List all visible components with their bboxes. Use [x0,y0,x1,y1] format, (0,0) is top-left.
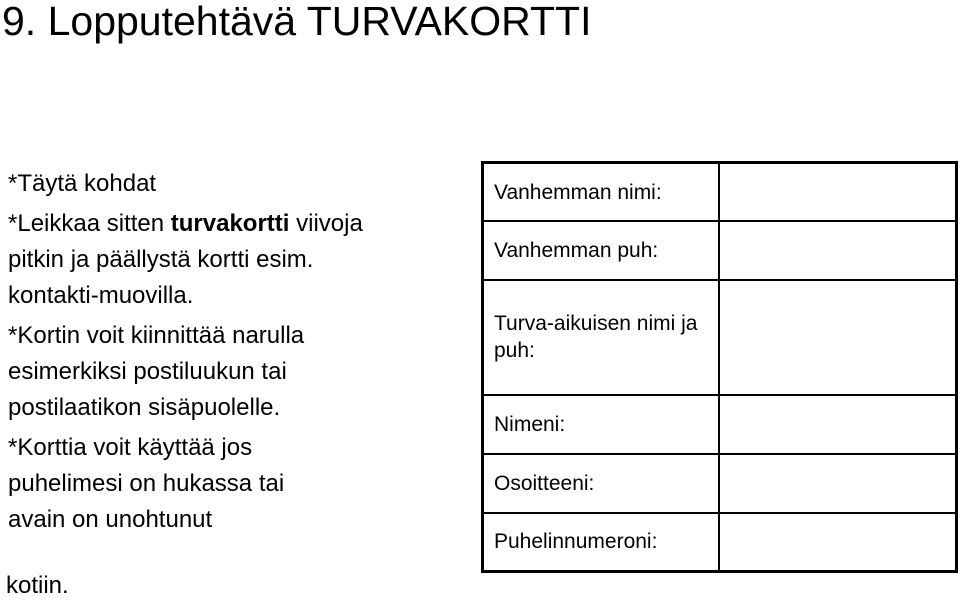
instruction-cut-line1 [8,206,468,242]
instruction-use-line3: avain on unohtunut [8,506,213,533]
card-field-parent-name[interactable] [719,164,955,221]
card-field-safe-adult[interactable] [719,280,955,394]
instruction-fill [8,166,468,202]
instruction-cut-line3: kontakti-muovilla. [8,282,194,309]
card-row [484,454,955,513]
instruction-cut-bold: turvakortti [170,210,290,237]
card-label-my-address: Osoitteeni: [484,454,719,513]
card-row [484,164,955,221]
instruction-use-tail: kotiin. [6,572,69,599]
card-label-my-name: Nimeni: [484,395,719,454]
card-row [484,221,955,280]
card-label-my-phone: Puhelinnumeroni: [484,513,719,570]
card-field-my-address[interactable] [719,454,955,513]
safety-card-table [484,164,955,570]
card-row [484,513,955,570]
instruction-cut-prefix: *Leikkaa sitten [8,210,171,237]
card-field-my-name[interactable] [719,395,955,454]
card-field-my-phone[interactable] [719,513,955,570]
instruction-use [8,430,468,538]
instructions [8,166,468,538]
instruction-attach-line3: postilaatikon sisäpuolelle. [8,394,281,421]
card-row [484,395,955,454]
card-label-parent-phone: Vanhemman puh: [484,221,719,280]
card-label-safe-adult: Turva-aikuisen nimi ja puh: [484,280,719,394]
instruction-cut-line2: pitkin ja päällystä kortti esim. [8,246,314,273]
card-row [484,280,955,394]
instruction-attach-line1: *Kortin voit kiinnittää narulla [8,322,305,349]
instruction-use-line2: puhelimesi on hukassa tai [8,470,285,497]
instruction-use-line1: *Korttia voit käyttää jos [8,434,253,461]
card-field-parent-phone[interactable] [719,221,955,280]
instruction-cut-suffix: viivoja [289,210,363,237]
safety-card [481,161,958,573]
card-label-parent-name: Vanhemman nimi: [484,164,719,221]
instruction-attach [8,318,468,426]
instruction-cut [8,206,468,314]
page-title: 9. Lopputehtävä TURVAKORTTI [2,0,592,44]
instruction-attach-line2: esimerkiksi postiluukun tai [8,358,287,385]
instruction-fill-text: *Täytä kohdat [8,170,157,197]
